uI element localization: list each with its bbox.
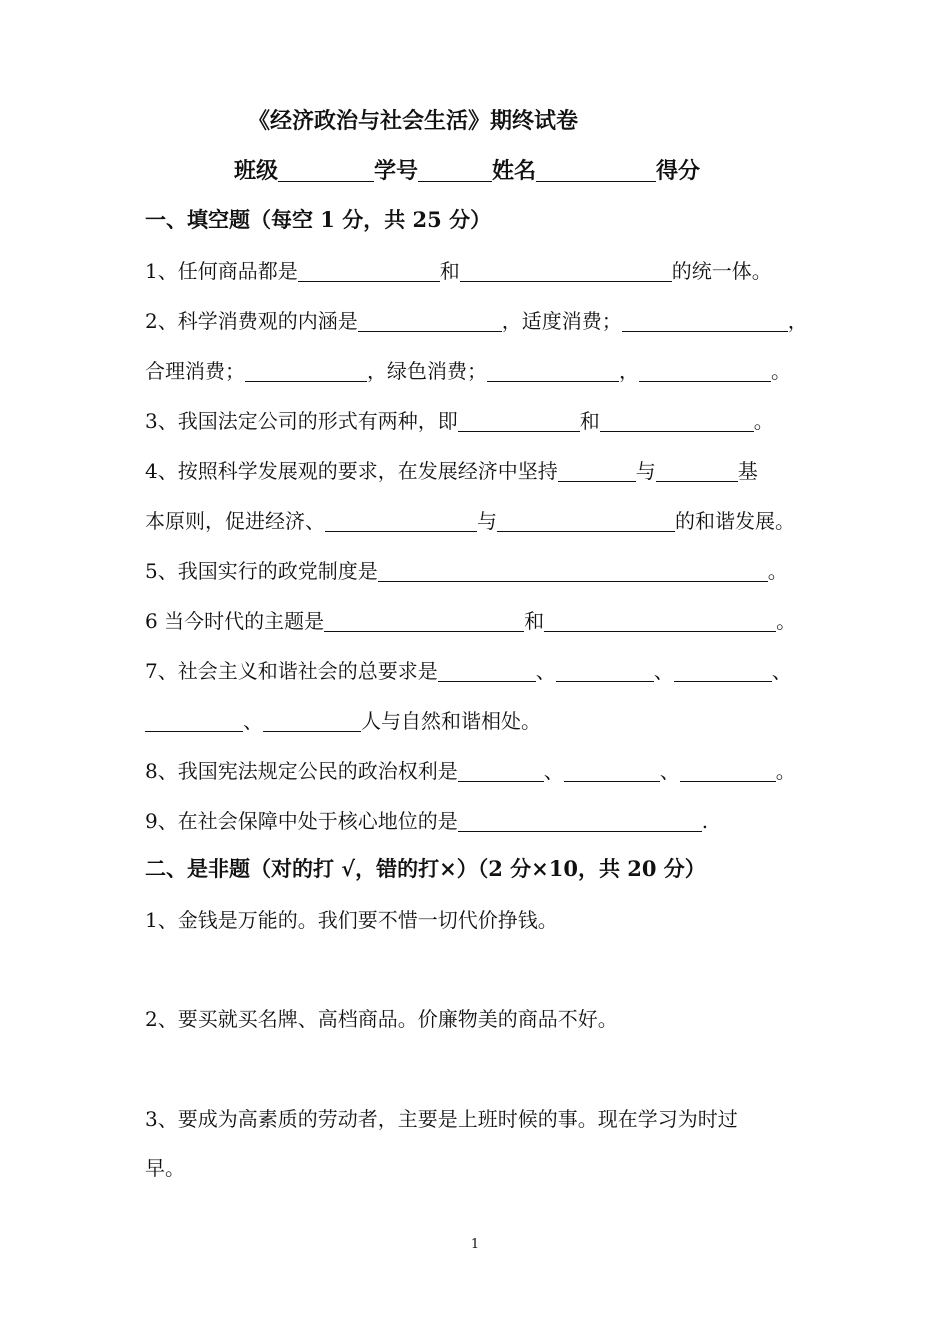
question-text: ，适度消费； (501, 309, 622, 333)
answer-blank[interactable] (674, 659, 772, 682)
answer-blank[interactable] (378, 559, 768, 582)
question-text: 和 (579, 409, 600, 433)
question-text: 和 (524, 609, 545, 633)
question-text: 6 当今时代的主题是 (145, 609, 325, 633)
question-text: 与 (635, 459, 656, 483)
answer-blank[interactable] (564, 759, 660, 782)
question-text: 7、社会主义和谐社会的总要求是 (145, 659, 438, 683)
separator: 、 (659, 759, 680, 783)
separator: 、 (535, 659, 556, 683)
answer-blank[interactable] (544, 609, 776, 632)
true-false-question-2: 2、要买就买名牌、高档商品。价廉物美的商品不好。 (145, 1007, 618, 1031)
answer-blank[interactable] (438, 659, 536, 682)
question-text: 1、任何商品都是 (145, 259, 298, 283)
answer-blank[interactable] (460, 259, 672, 282)
fill-question-8 (145, 757, 796, 785)
fill-question-2 (145, 307, 808, 335)
score-label: 得分 (656, 158, 701, 184)
fill-question-7-cont (145, 707, 541, 735)
answer-blank[interactable] (600, 409, 754, 432)
fill-question-3 (145, 407, 774, 435)
question-text: 5、我国实行的政党制度是 (145, 559, 378, 583)
question-text: 的和谐发展。 (675, 509, 795, 533)
answer-blank[interactable] (487, 359, 619, 382)
student-id-field[interactable] (418, 159, 492, 182)
answer-blank[interactable] (622, 309, 788, 332)
answer-blank[interactable] (145, 709, 243, 732)
fill-question-9 (145, 807, 708, 835)
true-false-question-1: 1、金钱是万能的。我们要不惜一切代价挣钱。 (145, 908, 558, 932)
fill-question-6 (145, 607, 796, 635)
question-text: 人与自然和谐相处。 (361, 709, 541, 733)
answer-blank[interactable] (558, 459, 636, 482)
question-text: 和 (439, 259, 460, 283)
fill-question-1 (145, 257, 772, 285)
question-text: 。 (775, 759, 796, 783)
question-text: 基 (737, 459, 758, 483)
fill-question-7 (145, 657, 792, 685)
question-text: 的统一体。 (671, 259, 772, 283)
separator: 、 (771, 659, 792, 683)
question-text: ， (619, 359, 639, 383)
class-label: 班级 (234, 158, 279, 184)
fill-question-4-cont (145, 507, 795, 535)
answer-blank[interactable] (245, 359, 367, 382)
answer-blank[interactable] (325, 509, 477, 532)
answer-blank[interactable] (263, 709, 361, 732)
fill-question-5 (145, 557, 788, 585)
answer-blank[interactable] (497, 509, 675, 532)
question-text: 。 (771, 359, 791, 383)
answer-blank[interactable] (458, 759, 544, 782)
question-text: ， (787, 309, 808, 333)
answer-blank[interactable] (639, 359, 771, 382)
student-info-row (234, 154, 700, 185)
fill-question-2-cont (145, 357, 791, 385)
page-number: 1 (470, 1237, 480, 1252)
name-field[interactable] (536, 159, 656, 182)
question-text: 本原则，促进经济、 (145, 509, 325, 533)
question-text: 8、我国宪法规定公民的政治权利是 (145, 759, 458, 783)
section2-heading: 二、是非题（对的打 √，错的打×）（2 分×10，共 20 分） (145, 856, 706, 881)
answer-blank[interactable] (458, 809, 702, 832)
answer-blank[interactable] (324, 609, 524, 632)
student-id-label: 学号 (374, 158, 419, 184)
answer-blank[interactable] (656, 459, 738, 482)
question-text: ，绿色消费； (367, 359, 487, 383)
class-field[interactable] (278, 159, 374, 182)
question-text: . (701, 809, 709, 833)
question-text: 。 (776, 609, 797, 633)
answer-blank[interactable] (358, 309, 502, 332)
question-text: 合理消费； (145, 359, 245, 383)
true-false-question-3-cont: 早。 (145, 1156, 185, 1180)
section1-heading: 一、填空题（每空 1 分，共 25 分） (145, 207, 492, 232)
question-text: 4、按照科学发展观的要求，在发展经济中坚持 (145, 459, 558, 483)
question-text: 3、我国法定公司的形式有两种，即 (145, 409, 458, 433)
question-text: 。 (767, 559, 788, 583)
question-text: 2、科学消费观的内涵是 (145, 309, 358, 333)
answer-blank[interactable] (298, 259, 440, 282)
answer-blank[interactable] (556, 659, 654, 682)
answer-blank[interactable] (458, 409, 580, 432)
question-text: 。 (753, 409, 774, 433)
separator: 、 (243, 709, 263, 733)
true-false-question-3: 3、要成为高素质的劳动者，主要是上班时候的事。现在学习为时过 (145, 1107, 738, 1131)
answer-blank[interactable] (680, 759, 776, 782)
question-text: 9、在社会保障中处于核心地位的是 (145, 809, 458, 833)
fill-question-4 (145, 457, 758, 485)
separator: 、 (653, 659, 674, 683)
name-label: 姓名 (492, 158, 537, 184)
exam-title: 《经济政治与社会生活》期终试卷 (248, 108, 579, 134)
separator: 、 (543, 759, 564, 783)
question-text: 与 (477, 509, 497, 533)
